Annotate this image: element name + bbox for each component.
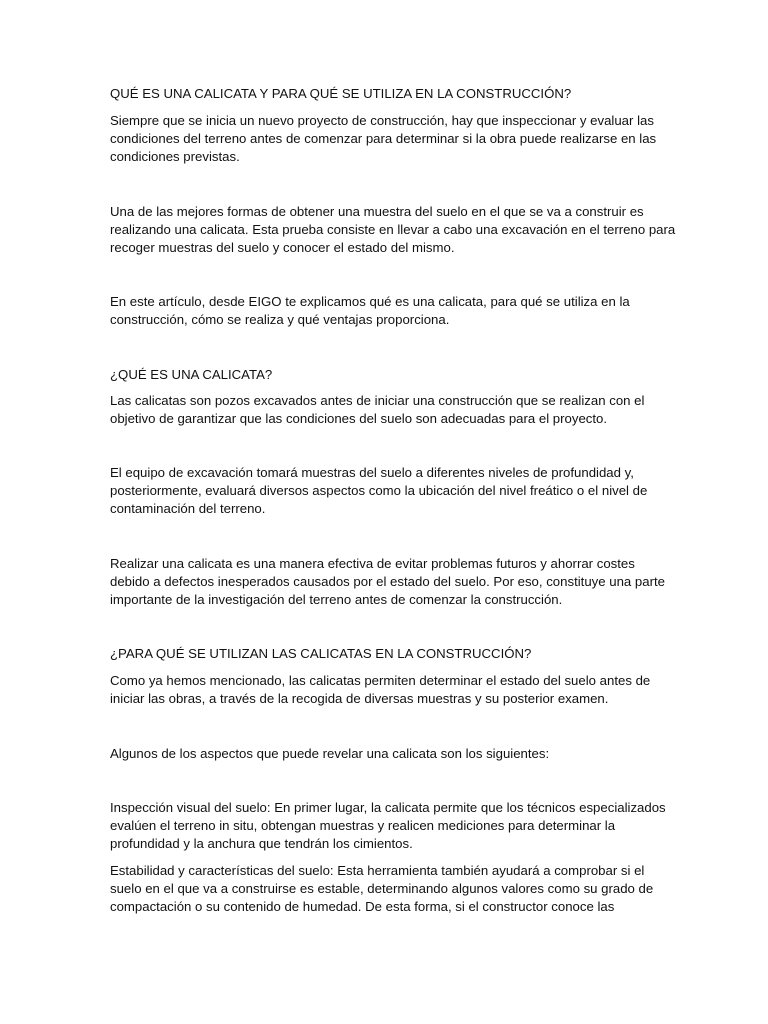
- text-line: posteriormente, evaluará diversos aspectos como la ubicación del nivel freático o el nivel de: [110, 483, 648, 498]
- text-line: Siempre que se inicia un nuevo proyecto de construcción, hay que inspeccionar y evaluar las: [110, 113, 654, 128]
- text-line: debido a defectos inesperados causados por el estado del suelo. Por eso, constituye una parte: [110, 574, 665, 589]
- text-line: profundidad y la anchura que tendrán los cimientos.: [110, 836, 413, 851]
- text-line: construcción, cómo se realiza y qué ventajas proporciona.: [110, 312, 450, 327]
- paragraph-as-mentioned: [110, 672, 650, 708]
- text-line: suelo en el que va a construirse es estable, determinando algunos valores como su grado de: [110, 881, 654, 896]
- text-line: compactación o su contenido de humedad. De esta forma, si el constructor conoce las: [110, 899, 615, 914]
- paragraph-aspects-intro: [110, 745, 549, 763]
- paragraph-stability: [110, 862, 653, 916]
- text-line: objetivo de garantizar que las condiciones del suelo son adecuadas para el proyecto.: [110, 411, 608, 426]
- text-line: condiciones del terreno antes de comenzar para determinar si la obra puede realizarse en las: [110, 131, 657, 146]
- text-line: Las calicatas son pozos excavados antes de iniciar una construcción que se realizan con el: [110, 393, 645, 408]
- text-line: Inspección visual del suelo: En primer lugar, la calicata permite que los técnicos especializados: [110, 800, 666, 815]
- heading-what-is-calicata: ¿QUÉ ES UNA CALICATA?: [110, 367, 273, 382]
- heading-uses: ¿PARA QUÉ SE UTILIZAN LAS CALICATAS EN LA CONSTRUCCIÓN?: [110, 646, 532, 661]
- paragraph-visual-inspection: [110, 799, 666, 853]
- paragraph-equipment: [110, 464, 647, 518]
- text-line: Como ya hemos mencionado, las calicatas permiten determinar el estado del suelo antes de: [110, 673, 651, 688]
- text-line: Estabilidad y características del suelo: Esta herramienta también ayudará a comprobar si el: [110, 863, 645, 878]
- text-line: condiciones previstas.: [110, 149, 240, 164]
- paragraph-benefits: [110, 555, 665, 609]
- text-line: importante de la investigación del terreno antes de comenzar la construcción.: [110, 592, 563, 607]
- text-line: recoger muestras del suelo y conocer el estado del mismo.: [110, 240, 455, 255]
- text-line: realizando una calicata. Esta prueba consiste en llevar a cabo una excavación en el terreno para: [110, 222, 676, 237]
- text-line: contaminación del terreno.: [110, 501, 266, 516]
- text-line: evalúen el terreno in situ, obtengan muestras y realicen mediciones para determinar la: [110, 818, 616, 833]
- text-line: Algunos de los aspectos que puede revelar una calicata son los siguientes:: [110, 746, 550, 761]
- text-line: Una de las mejores formas de obtener una muestra del suelo en el que se va a construir es: [110, 204, 644, 219]
- heading-what-is-and-use: QUÉ ES UNA CALICATA Y PARA QUÉ SE UTILIZA EN LA CONSTRUCCIÓN?: [110, 86, 572, 101]
- text-line: El equipo de excavación tomará muestras del suelo a diferentes niveles de profundidad y,: [110, 465, 634, 480]
- text-line: iniciar las obras, a través de la recogida de diversas muestras y su posterior examen.: [110, 691, 609, 706]
- paragraph-intro: [110, 112, 656, 166]
- paragraph-article-intro: [110, 293, 630, 329]
- text-line: En este artículo, desde EIGO te explicamos qué es una calicata, para qué se utiliza en la: [110, 294, 630, 309]
- paragraph-sample: [110, 203, 675, 257]
- paragraph-definition: [110, 392, 644, 428]
- text-line: Realizar una calicata es una manera efectiva de evitar problemas futuros y ahorrar costes: [110, 556, 635, 571]
